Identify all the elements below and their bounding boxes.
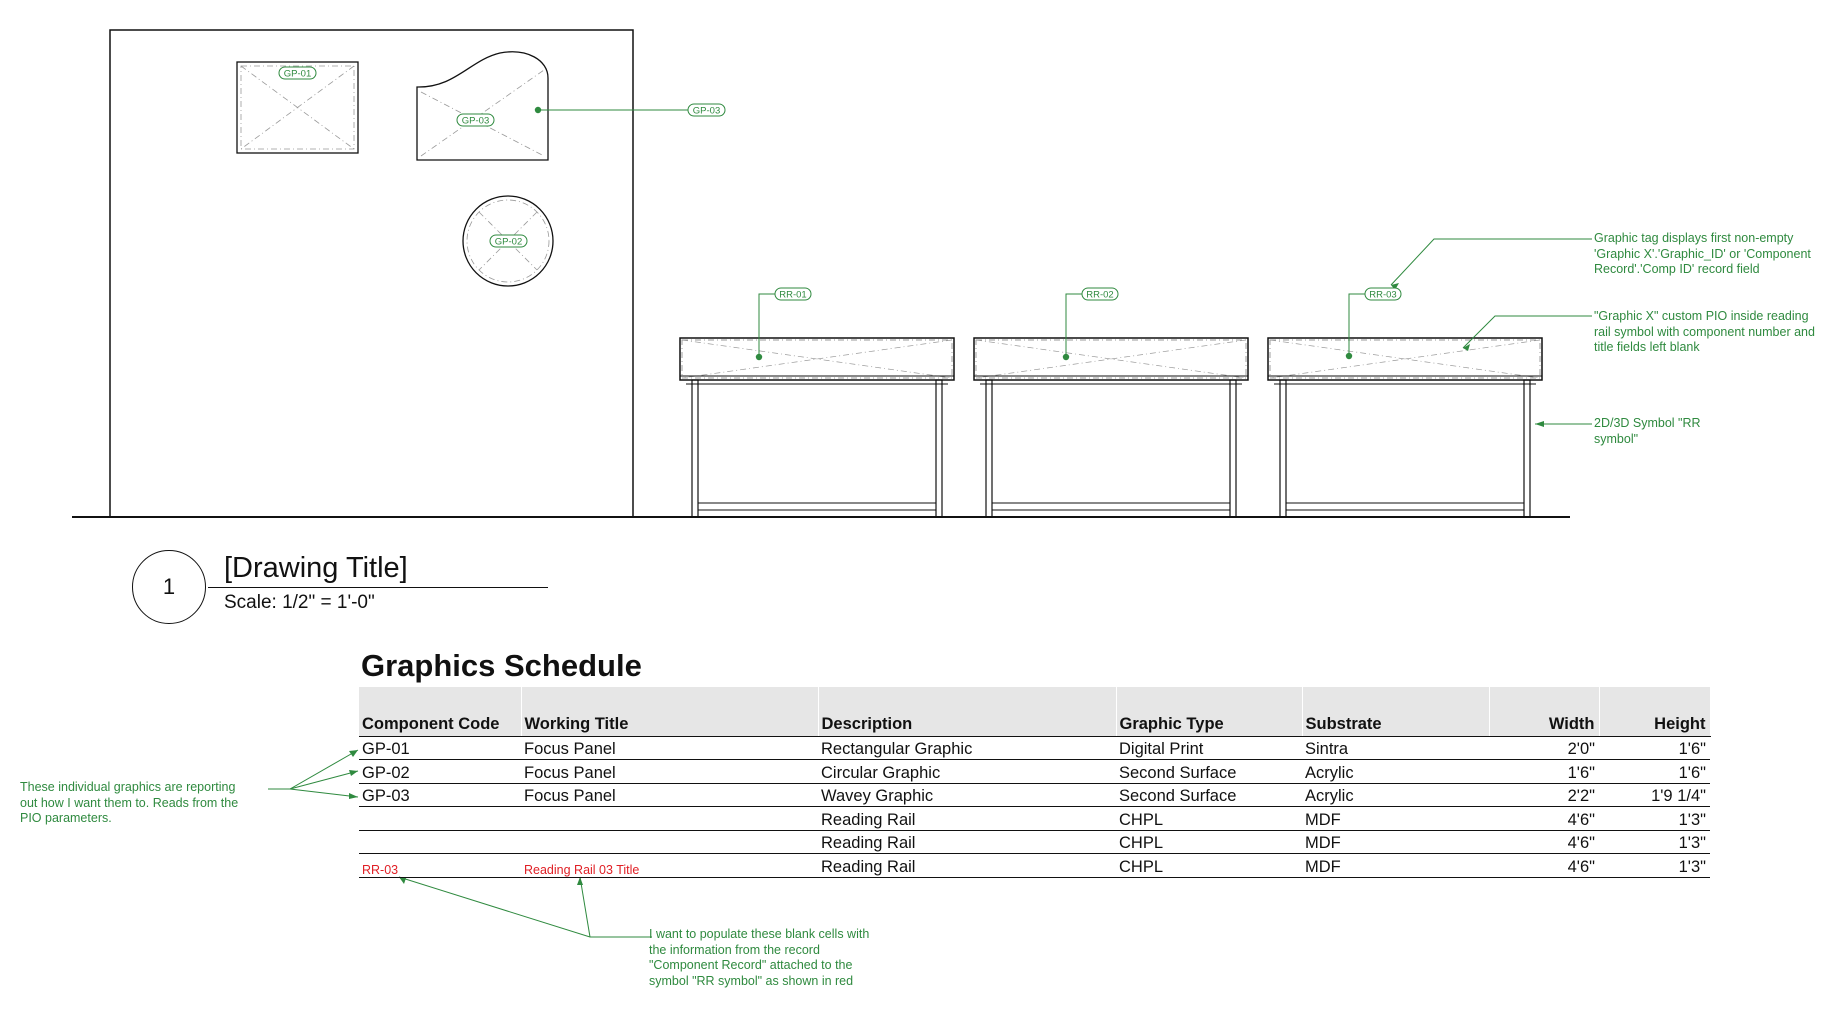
table-cell[interactable]: Acrylic: [1302, 783, 1489, 807]
reading-rail-3[interactable]: [1268, 338, 1542, 517]
graphic-gp-03[interactable]: [417, 52, 548, 160]
column-header[interactable]: Working Title: [521, 687, 818, 736]
table-cell[interactable]: CHPL: [1116, 830, 1302, 854]
table-cell[interactable]: MDF: [1302, 830, 1489, 854]
table-cell[interactable]: GP-01: [359, 736, 521, 760]
table-cell-highlight[interactable]: Reading Rail 03 Title: [521, 854, 818, 878]
note-line: PIO parameters.: [20, 811, 112, 825]
table-cell[interactable]: Rectangular Graphic: [818, 736, 1116, 760]
table-cell[interactable]: 1'9 1/4": [1599, 783, 1710, 807]
table-cell[interactable]: Reading Rail: [818, 807, 1116, 831]
svg-text:RR-03: RR-03: [1369, 289, 1397, 301]
symbol-note: [1594, 416, 1701, 447]
column-header[interactable]: Graphic Type: [1116, 687, 1302, 736]
table-cell[interactable]: GP-02: [359, 760, 521, 784]
table-cell[interactable]: [521, 830, 818, 854]
drawing-scale: Scale: 1/2" = 1'-0": [224, 592, 375, 613]
column-header[interactable]: Substrate: [1302, 687, 1489, 736]
table-row[interactable]: [359, 807, 1710, 831]
drawing-title[interactable]: [Drawing Title]: [224, 552, 408, 584]
column-header[interactable]: Description: [818, 687, 1116, 736]
table-cell[interactable]: [521, 807, 818, 831]
tag-rr-01[interactable]: [775, 288, 811, 301]
table-cell[interactable]: 1'6": [1599, 760, 1710, 784]
table-cell[interactable]: Second Surface: [1116, 783, 1302, 807]
table-cell[interactable]: Focus Panel: [521, 760, 818, 784]
graphic-tag-note: [1594, 231, 1811, 278]
tag-gp-03-callout[interactable]: [688, 104, 725, 117]
note-line: I want to populate these blank cells with: [649, 927, 870, 941]
tag-gp-01[interactable]: [279, 67, 316, 80]
note-line: 2D/3D Symbol "RR: [1594, 416, 1701, 430]
svg-text:GP-01: GP-01: [283, 68, 312, 80]
table-cell[interactable]: [359, 807, 521, 831]
svg-text:GP-03: GP-03: [692, 105, 721, 117]
note-line: rail symbol with component number and: [1594, 324, 1815, 339]
table-cell[interactable]: Reading Rail: [818, 830, 1116, 854]
table-cell[interactable]: Circular Graphic: [818, 760, 1116, 784]
column-header[interactable]: Height: [1599, 687, 1710, 736]
reading-rail-2[interactable]: [974, 338, 1248, 517]
svg-text:RR-02: RR-02: [1086, 289, 1114, 301]
table-cell[interactable]: Digital Print: [1116, 736, 1302, 760]
tag-rr-02[interactable]: [1082, 288, 1118, 301]
table-cell[interactable]: MDF: [1302, 854, 1489, 878]
table-cell[interactable]: 2'2": [1489, 783, 1599, 807]
table-cell[interactable]: 1'6": [1489, 760, 1599, 784]
table-cell-highlight[interactable]: RR-03: [359, 854, 521, 878]
table-row[interactable]: [359, 736, 1710, 760]
note-line: out how I want them to. Reads from the: [20, 795, 239, 810]
note-line: symbol": [1594, 431, 1639, 446]
table-cell[interactable]: Reading Rail: [818, 854, 1116, 878]
table-cell[interactable]: Wavey Graphic: [818, 783, 1116, 807]
table-cell[interactable]: 1'3": [1599, 807, 1710, 831]
table-cell[interactable]: 1'3": [1599, 854, 1710, 878]
table-cell[interactable]: GP-03: [359, 783, 521, 807]
table-row[interactable]: [359, 830, 1710, 854]
table-cell[interactable]: Focus Panel: [521, 783, 818, 807]
graphics-schedule-table: [359, 687, 1711, 878]
note-line: symbol "RR symbol" as shown in red: [649, 973, 854, 988]
title-underline: [208, 587, 548, 588]
tag-gp-02[interactable]: [490, 235, 527, 248]
note-line: title fields left blank: [1594, 340, 1700, 354]
table-row[interactable]: [359, 783, 1710, 807]
table-cell[interactable]: [359, 830, 521, 854]
table-cell[interactable]: Second Surface: [1116, 760, 1302, 784]
table-cell[interactable]: Acrylic: [1302, 760, 1489, 784]
note-line: "Graphic X" custom PIO inside reading: [1594, 309, 1809, 323]
wall-outline: [110, 30, 633, 517]
note-line: Record'.'Comp ID' record field: [1594, 262, 1760, 276]
table-cell[interactable]: 1'6": [1599, 736, 1710, 760]
table-cell[interactable]: CHPL: [1116, 854, 1302, 878]
svg-text:GP-02: GP-02: [494, 236, 523, 248]
column-header[interactable]: Width: [1489, 687, 1599, 736]
table-row[interactable]: [359, 854, 1710, 878]
tag-rr-03[interactable]: [1365, 288, 1401, 301]
table-cell[interactable]: Focus Panel: [521, 736, 818, 760]
note-line: the information from the record: [649, 942, 820, 957]
table-cell[interactable]: 1'3": [1599, 830, 1710, 854]
drawing-title-block: [132, 550, 472, 630]
reporting-note: [20, 780, 238, 827]
table-cell[interactable]: 4'6": [1489, 854, 1599, 878]
schedule-header-row: [359, 687, 1710, 736]
note-line: Graphic tag displays first non-empty: [1594, 231, 1794, 245]
reading-rail-1[interactable]: [680, 338, 954, 517]
note-line: "Component Record" attached to the: [649, 958, 853, 972]
drawing-number: 1: [132, 550, 206, 624]
table-cell[interactable]: MDF: [1302, 807, 1489, 831]
table-cell[interactable]: 4'6": [1489, 807, 1599, 831]
column-header[interactable]: Component Code: [359, 687, 521, 736]
note-line: 'Graphic X'.'Graphic_ID' or 'Component: [1594, 246, 1811, 261]
schedule-title: Graphics Schedule: [361, 648, 642, 683]
populate-note: [649, 927, 869, 989]
svg-text:RR-01: RR-01: [779, 289, 807, 301]
table-row[interactable]: [359, 760, 1710, 784]
tag-gp-03[interactable]: [457, 114, 494, 127]
pio-note: [1594, 309, 1815, 356]
note-line: These individual graphics are reporting: [20, 780, 236, 794]
table-cell[interactable]: CHPL: [1116, 807, 1302, 831]
svg-text:GP-03: GP-03: [461, 115, 490, 127]
table-cell[interactable]: Sintra: [1302, 736, 1489, 760]
table-cell[interactable]: 4'6": [1489, 830, 1599, 854]
table-cell[interactable]: 2'0": [1489, 736, 1599, 760]
